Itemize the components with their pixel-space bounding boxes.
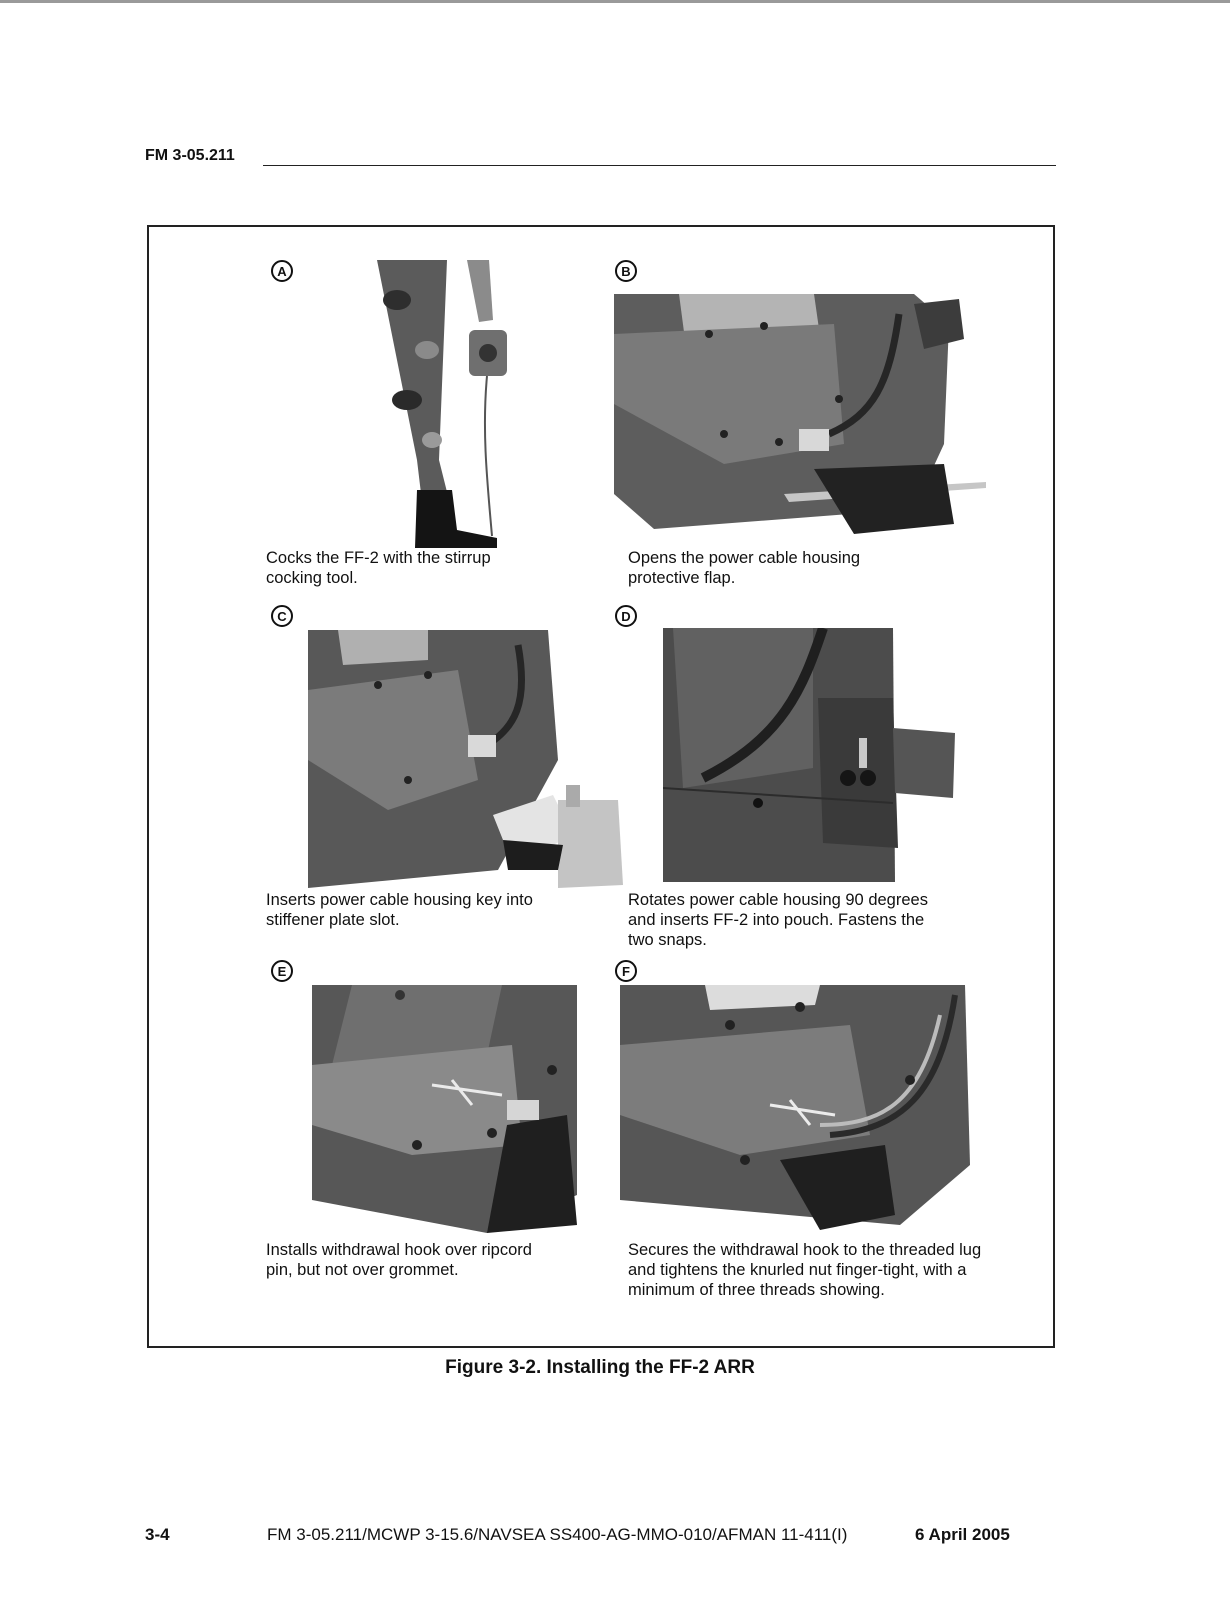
photo-power-cable-flap — [614, 294, 986, 538]
panel-letter-b: B — [615, 260, 637, 282]
panel-caption-a: Cocks the FF-2 with the stirrup cocking tool. — [266, 549, 491, 587]
panel-letter-f: F — [615, 960, 637, 982]
figure-title: Figure 3-2. Installing the FF-2 ARR — [445, 1357, 755, 1378]
panel-caption-b: Opens the power cable housing protective flap. — [628, 549, 861, 587]
panel-letter-a: A — [271, 260, 293, 282]
footer-doc-ids: FM 3-05.211/MCWP 3-15.6/NAVSEA SS400-AG-MMO-010/AFMAN 11-411(I) — [267, 1525, 848, 1544]
photo-stirrup-cocking — [367, 260, 527, 548]
top-rule — [0, 0, 1230, 3]
panel-caption-d: Rotates power cable housing 90 degrees and inserts FF-2 into pouch. Fastens the two snaps. — [628, 891, 928, 949]
photo-secure-withdrawal-hook — [620, 985, 971, 1233]
figure-frame — [147, 225, 1055, 1348]
header-rule — [263, 165, 1056, 166]
footer-page-number: 3-4 — [145, 1525, 170, 1544]
panel-caption-c: Inserts power cable housing key into stiffener plate slot. — [266, 891, 533, 929]
photo-withdrawal-hook-ripcord — [312, 985, 577, 1233]
panel-letter-c: C — [271, 605, 293, 627]
photo-rotate-cable-housing — [663, 628, 957, 882]
header-doc-code: FM 3-05.211 — [145, 147, 235, 164]
panel-caption-f: Secures the withdrawal hook to the threaded lug and tightens the knurled nut finger-tight, with a minimum of three threads showing. — [628, 1241, 982, 1299]
panel-caption-e: Installs withdrawal hook over ripcord pin, but not over grommet. — [266, 1241, 532, 1279]
photo-insert-cable-key — [308, 630, 623, 888]
panel-letter-d: D — [615, 605, 637, 627]
panel-letter-e: E — [271, 960, 293, 982]
footer-date: 6 April 2005 — [915, 1525, 1010, 1544]
